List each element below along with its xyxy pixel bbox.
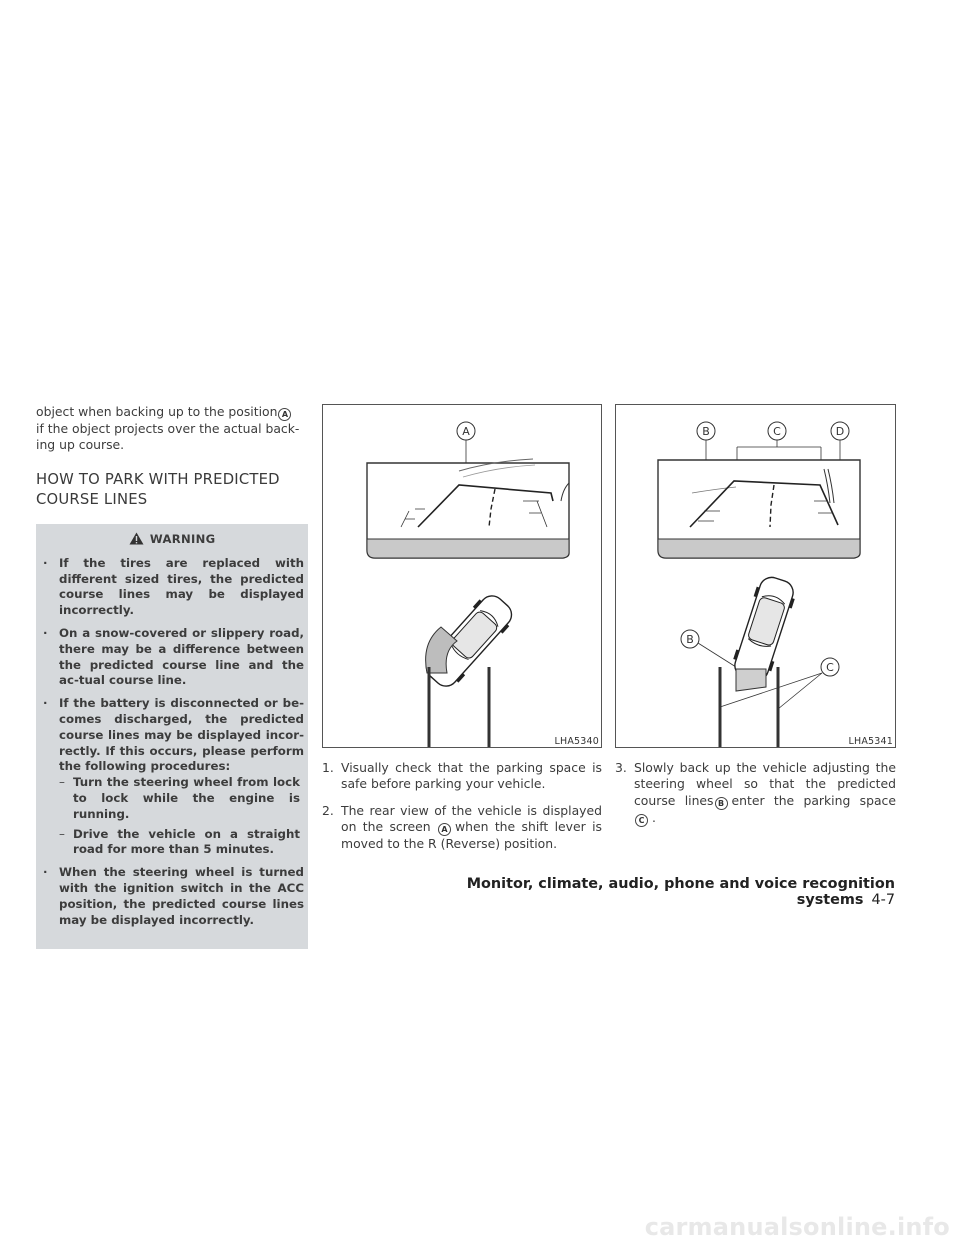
rear-view-illustration <box>323 405 603 747</box>
intro-paragraph <box>36 404 308 454</box>
warning-subitem: – Drive the vehicle on a straight road for more than 5 minutes. <box>59 826 300 857</box>
label-a: A <box>462 425 470 438</box>
warning-box <box>36 524 308 950</box>
step-text: . <box>652 809 656 825</box>
intro-text-before: object when backing up to the position <box>36 404 278 419</box>
section-heading: HOW TO PARK WITH PREDICTED COURSE LINES <box>36 470 280 508</box>
parking-guide-illustration <box>616 405 897 747</box>
intro-text-after: if the object projects over the actual back-ing up course. <box>36 421 300 453</box>
figure-code: LHA5341 <box>848 736 893 747</box>
step-text: enter the parking space <box>731 792 896 808</box>
step-3 <box>615 760 896 827</box>
warning-title <box>36 532 308 546</box>
marker-a-icon: A <box>438 823 451 836</box>
warning-item: · When the steering wheel is turned with the ignition switch in the ACC position, the predicted course lines may be displayed incorrectly. <box>43 865 304 927</box>
step-1 <box>322 760 602 793</box>
step-number: 3. <box>615 760 627 775</box>
warning-item: · If the tires are replaced with different sized tires, the predicted course lines may be displayed incorrectly. <box>43 555 304 618</box>
figure-rear-view <box>322 404 602 748</box>
step-text: The rear view of the vehicle is displayed on the screen <box>341 802 602 835</box>
left-column <box>36 404 308 949</box>
warning-subitem: – Turn the steering wheel from lock to lock while the engine is running. <box>59 775 300 821</box>
step-text: Slowly back up the vehicle adjusting the steering wheel so that the predicted course lines <box>634 760 896 808</box>
marker-a-icon: A <box>278 408 291 421</box>
step-text: when the shift lever is moved to the R (Reverse) position. <box>341 819 602 852</box>
step-number: 2. <box>322 802 334 818</box>
step-2 <box>322 803 602 853</box>
warning-item: · On a snow-covered or slippery road, there may be a difference between the predicted course line and the ac-tual course line. <box>43 626 304 688</box>
warning-sublist <box>59 775 304 858</box>
middle-column <box>322 404 602 863</box>
warning-item-text: If the tires are replaced with different sized tires, the predicted course lines may be displayed incorrectly. <box>59 555 304 618</box>
right-column <box>615 404 896 837</box>
marker-b-icon: B <box>715 797 728 810</box>
figure-parking-guide <box>615 404 896 748</box>
step-number: 1. <box>322 760 334 775</box>
label-c: C <box>773 425 781 438</box>
label-c-lower: C <box>826 661 834 674</box>
label-b: B <box>702 425 710 438</box>
watermark: carmanualsonline.info <box>644 1213 950 1241</box>
warning-subitem-text: Turn the steering wheel from lock to lock while the engine is running. <box>73 775 300 821</box>
marker-c-icon: C <box>635 814 648 827</box>
page-number: 4-7 <box>871 892 895 908</box>
warning-item-text: If the battery is disconnected or be-comes discharged, the predicted course lines may be displayed incor-rectly. If this occurs, please perform the following procedures: <box>59 696 304 774</box>
figure-code: LHA5340 <box>554 736 599 747</box>
footer-section-title: Monitor, climate, audio, phone and voice recognition systems <box>466 876 895 908</box>
warning-title-text: WARNING <box>149 531 216 546</box>
warning-triangle-icon <box>129 532 144 545</box>
step-text: Visually check that the parking space is safe before parking your vehicle. <box>341 760 602 792</box>
warning-subitem-text: Drive the vehicle on a straight road for more than 5 minutes. <box>73 826 300 857</box>
warning-list <box>36 556 308 929</box>
warning-item: · If the battery is disconnected or be-comes discharged, the predicted course lines may be displayed incor-rectly. If this occurs, please perform the following procedures: – Turn the steering wheel from lock to lock while the engine is running. – Drive the vehicle on a straight road for more than 5 minutes. <box>43 696 304 857</box>
label-d: D <box>835 425 845 438</box>
page-footer <box>425 876 895 908</box>
label-b-lower: B <box>686 633 694 646</box>
warning-item-text: On a snow-covered or slippery road, there may be a difference between the predicted course line and the ac-tual course line. <box>59 626 304 688</box>
warning-item-text: When the steering wheel is turned with the ignition switch in the ACC position, the predicted course lines may be displayed incorrectly. <box>59 865 304 927</box>
